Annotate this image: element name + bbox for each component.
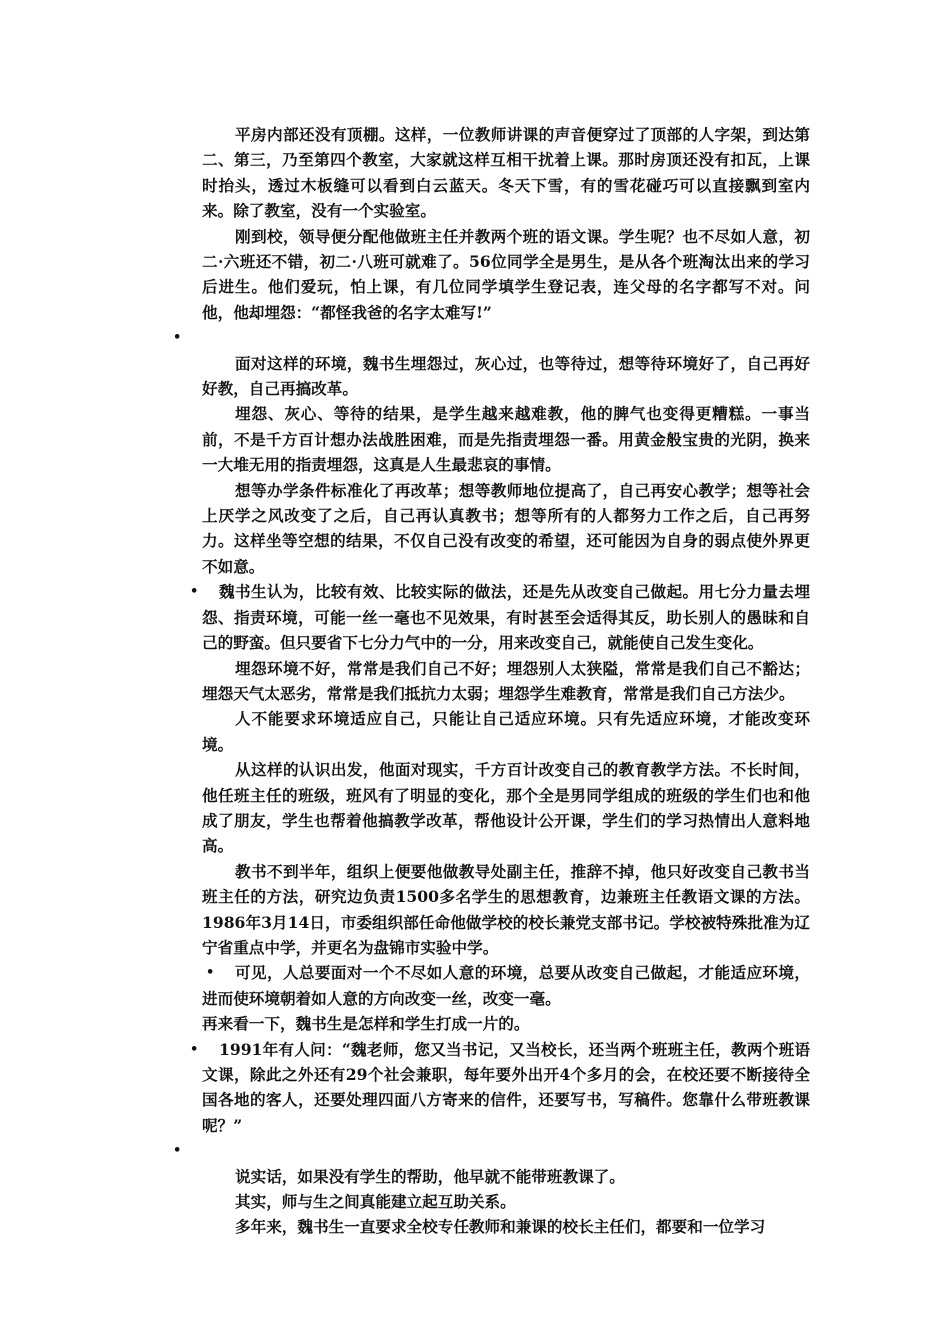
paragraph: 多年来，魏书生一直要求全校专任教师和兼课的校长主任们，都要和一位学习: [235, 1217, 766, 1237]
paragraph: 再来看一下，魏书生是怎样和学生打成一片的。: [202, 1014, 530, 1034]
bullet-paragraph: [190, 1037, 810, 1139]
bullet-empty-line: [173, 1138, 810, 1163]
paragraph: 面对这样的环境，魏书生埋怨过，灰心过，也等待过，想等待环境好了，自己再好好教，自己再搞改革。: [202, 353, 810, 399]
bullet-icon: •: [190, 584, 199, 600]
paragraph: 从这样的认识出发，他面对现实，千方百计改变自己的教育教学方法。不长时间，他任班主任的班级，班风有了明显的变化，那个全是男同学组成的班级的学生们也和他成了朋友，学生也帮着他搞教学改革，帮他设计公开课，学生们的学习热情出人意料地高。: [202, 760, 810, 856]
paragraph: 埋怨、灰心、等待的结果，是学生越来越难教，他的脾气也变得更糟糕。一事当前，不是千方百计想办法战胜困难，而是先指责埋怨一番。用黄金般宝贵的光阴，换来一大堆无用的指责埋怨，这真是人生最悲哀的事情。: [202, 404, 810, 475]
bullet-icon: •: [206, 965, 215, 981]
paragraph: 平房内部还没有顶棚。这样，一位教师讲课的声音便穿过了顶部的人字架，到达第二、第三，乃至第四个教室，大家就这样互相干扰着上课。那时房顶还没有扣瓦，上课时抬头，透过木板缝可以看到白云蓝天。冬天下雪，有的雪花碰巧可以直接飘到室内来。除了教室，没有一个实验室。: [202, 125, 810, 221]
paragraph: 埋怨环境不好，常常是我们自己不好；埋怨别人太狭隘，常常是我们自己不豁达；埋怨天气太恶劣，常常是我们抵抗力太弱；埋怨学生难教育，常常是我们自己方法少。: [202, 658, 810, 703]
bullet-empty-line: [173, 325, 810, 350]
paragraph-text: 可见，人总要面对一个不尽如人意的环境，总要从改变自己做起，才能适应环境，进而使环境朝着如人意的方向改变一丝，改变一毫。: [202, 963, 810, 1008]
paragraph-text: 1991年有人问：“魏老师，您又当书记，又当校长，还当两个班班主任，教两个班语文课，除此之外还有29个社会兼职，每年要外出开4个多月的会，在校还要不断接待全国各地的客人，还要处理四面八方寄来的信件，还要写书，写稿件。您靠什么带班教课呢？”: [202, 1039, 810, 1135]
document-body: [173, 122, 810, 1240]
paragraph: 刚到校，领导便分配他做班主任并教两个班的语文课。学生呢？也不尽如人意，初二·六班还不错，初二·八班可就难了。56位同学全是男生，是从各个班淘汰出来的学习后进生。他们爱玩，怕上课，有几位同学填学生登记表，连父母的名字都写不对。问他，他却埋怨：“都怪我爸的名字太难写!”: [202, 226, 810, 322]
bullet-paragraph: [190, 579, 810, 655]
paragraph: 想等办学条件标准化了再改革；想等教师地位提高了，自己再安心教学；想等社会上厌学之风改变了之后，自己再认真教书；想等所有的人都努力工作之后，自己再努力。这样坐等空想的结果，不仅自己没有改变的希望，还可能因为自身的弱点使外界更不如意。: [202, 480, 810, 576]
paragraph: 人不能要求环境适应自己，只能让自己适应环境。只有先适应环境，才能改变环境。: [202, 709, 810, 754]
paragraph: 其实，师与生之间真能建立起互助关系。: [235, 1192, 516, 1212]
paragraph: 教书不到半年，组织上便要他做教导处副主任，推辞不掉，他只好改变自己教书当班主任的方法，研究边负责1500多名学生的思想教育，边兼班主任教语文课的方法。1986年3月14日，市委组织部任命他做学校的校长兼党支部书记。学校被特殊批准为辽宁省重点中学，并更名为盘锦市实验中学。: [202, 861, 810, 957]
paragraph: 说实话，如果没有学生的帮助，他早就不能带班教课了。: [235, 1166, 625, 1186]
paragraph-text: 魏书生认为，比较有效、比较实际的做法，还是先从改变自己做起。用七分力量去埋怨、指责环境，可能一丝一毫也不见效果，有时甚至会适得其反，助长别人的愚昧和自己的野蛮。但只要省下七分力气中的一分，用来改变自己，就能使自己发生变化。: [202, 582, 810, 653]
bullet-icon: •: [173, 1143, 182, 1159]
bullet-icon: •: [173, 330, 182, 346]
bullet-icon: •: [190, 1041, 199, 1057]
bullet-paragraph: [202, 960, 810, 1011]
